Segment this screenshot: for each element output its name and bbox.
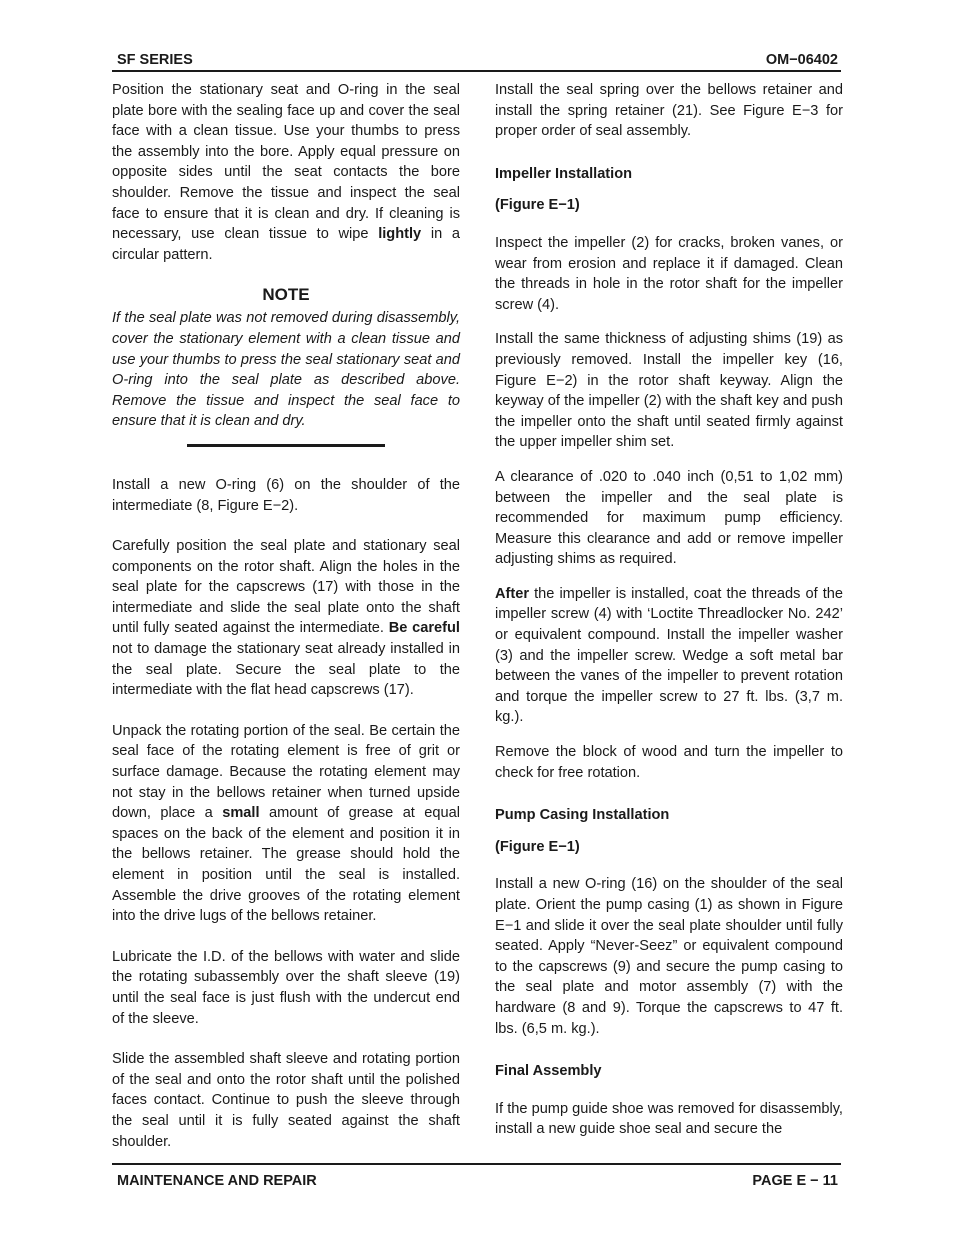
header-divider bbox=[112, 70, 841, 72]
paragraph-bellows: Lubricate the I.D. of the bellows with water and slide the rotating subassembly over the shaft sleeve (19) until the seal face is just flush with the undercut end of the sleeve. bbox=[112, 948, 460, 1027]
heading-pump-casing-figure: (Figure E−1) bbox=[495, 838, 580, 855]
series-label: SF SERIES bbox=[117, 52, 193, 68]
paragraph-seal-spring: Install the seal spring over the bellows retainer and install the spring retainer (21). See Figure E−3 for proper order of seal assembly. bbox=[495, 82, 843, 140]
heading-impeller-installation: Impeller Installation bbox=[495, 165, 633, 182]
heading-impeller-figure: (Figure E−1) bbox=[495, 197, 580, 214]
paragraph-oring: Install a new O-ring (6) on the shoulder of the intermediate (8, Figure E−2). bbox=[112, 476, 460, 514]
paragraph-inspect-impeller: Inspect the impeller (2) for cracks, broken vanes, or wear from erosion and replace it if damaged. Clean the threads in hole in the rotor shaft for the impeller screw (4). bbox=[495, 234, 843, 313]
paragraph-stationary-seat: Position the stationary seat and O-ring in the seal plate bore with the sealing face up and cover the seal face with a clean tissue. Use your thumbs to press the assembly into the bore. Apply equal pressure on opposite sides until the seat contacts the bore shoulder. Remove the tissue and inspect the seal face to ensure that it is clean and dry. If cleaning is necessary, use clean tissue to wipe lightly in a circular pattern. bbox=[112, 82, 460, 263]
document-number: OM−06402 bbox=[765, 52, 838, 68]
paragraph-shims: Install the same thickness of adjusting shims (19) as previously removed. Install the impeller key (16, Figure E−2) in the rotor shaft keyway. Align the keyway of the impeller (2) with the shaft key and push the impeller onto the shaft until seated firmly against the upper impeller shim set. bbox=[495, 331, 843, 451]
section-label: MAINTENANCE AND REPAIR bbox=[117, 1173, 317, 1189]
note-title: NOTE bbox=[262, 285, 310, 305]
paragraph-free-rotation: Remove the block of wood and turn the impeller to check for free rotation. bbox=[495, 744, 843, 781]
note-divider bbox=[187, 444, 385, 447]
paragraph-rotating-seal: Unpack the rotating portion of the seal. Be certain the seal face of the rotating element is free of grit or surface damage. Because the rotating element may not stay in the bellows retainer when turned upside down, place a small amount of grease at equal spaces on the back of the element and position it in the bellows retainer. The grease should hold the element in position until the seal is installed. Assemble the drive grooves of the rotating element into the drive lugs of the bellows retainer. bbox=[112, 722, 460, 925]
paragraph-guide-shoe: If the pump guide shoe was removed for disassembly, install a new guide shoe seal and secure the bbox=[495, 1100, 843, 1138]
paragraph-impeller-screw: After the impeller is installed, coat the threads of the impeller screw (4) with ‘Loctite Threadlocker No. 242’ or equivalent compound. Install the impeller washer (3) and the impeller screw. Wedge a soft metal bar between the vanes of the impeller to prevent rotation and torque the impeller screw to 27 ft. lbs. (3,7 m. kg.). bbox=[495, 585, 843, 726]
paragraph-pump-casing: Install a new O-ring (16) on the shoulder of the seal plate. Orient the pump casing (1) as shown in Figure E−1 and slide it over the seal plate shoulder until fully seated. Apply “Never-Seez” or equivalent compound to the capscrews (9) and secure the pump casing to the seal plate and motor assembly (7) with the hardware (8 and 9). Torque the capscrews to 47 ft. lbs. (6,5 m. kg.). bbox=[495, 876, 843, 1037]
note-body: If the seal plate was not removed during disassembly, cover the stationary element with a clean tissue and use your thumbs to press the seal stationary seat and O-ring into the seal plate as described above. Remove the tissue and inspect the seal face to ensure that it is clean and dry. bbox=[112, 310, 460, 430]
heading-final-assembly: Final Assembly bbox=[495, 1063, 602, 1080]
heading-pump-casing: Pump Casing Installation bbox=[495, 807, 670, 824]
left-column bbox=[112, 80, 460, 1152]
paragraph-clearance: A clearance of .020 to .040 inch (0,51 to 1,02 mm) between the impeller and the seal plate is recommended for maximum pump efficiency. Measure this clearance and add or remove impeller adjusting shims as required. bbox=[495, 468, 843, 568]
paragraph-seal-plate: Carefully position the seal plate and stationary seal components on the rotor shaft. Align the holes in the seal plate for the capscrews (17) with those in the intermediate and slide the seal plate onto the shaft until fully seated against the intermediate. Be careful not to damage the stationary seat already installed in the seal plate. Secure the seal plate to the intermediate with the flat head capscrews (17). bbox=[112, 538, 460, 699]
paragraph-shaft-sleeve: Slide the assembled shaft sleeve and rotating portion of the seal and onto the rotor shaft until the polished faces contact. Continue to push the sleeve through the seal until it is fully seated against the shaft shoulder. bbox=[112, 1051, 460, 1150]
page-number: PAGE E − 11 bbox=[752, 1173, 838, 1189]
footer-divider bbox=[112, 1163, 841, 1165]
right-column bbox=[495, 80, 843, 1140]
